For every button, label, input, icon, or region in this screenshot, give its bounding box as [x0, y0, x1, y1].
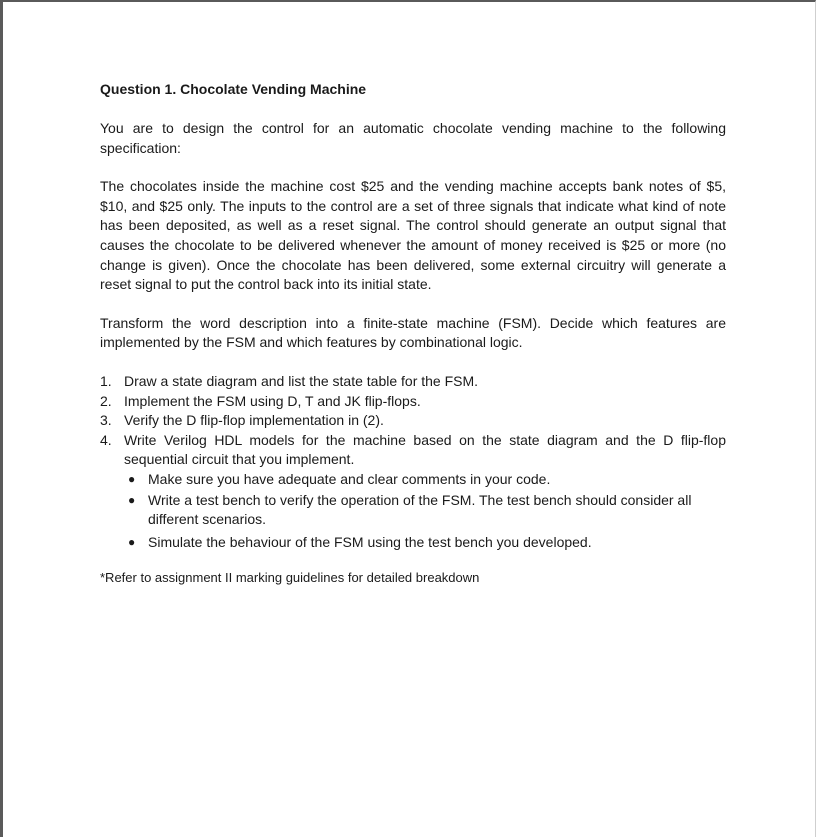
task-number: 3.: [100, 412, 112, 429]
task-item: [100, 392, 726, 412]
specification-paragraph: The chocolates inside the machine cost $25 and the vending machine accepts bank notes of $5, $10, and $25 only. The inputs to the control are a set of three signals that indicate what kind of note has been deposited, as well as a reset signal. The control should generate an output signal that causes the chocolate to be delivered whenever the amount of money received is $25 or more (no change is given). Once the chocolate has been delivered, some external circuitry will generate a reset signal to put the control back into its initial state.: [100, 178, 726, 293]
sub-bullet-text: Make sure you have adequate and clear comments in your code.: [148, 470, 551, 487]
task-item: [100, 372, 726, 392]
document-page: [3, 2, 816, 837]
bullet-dot-icon: ●: [128, 534, 136, 549]
task-item: [100, 431, 726, 553]
footnote: *Refer to assignment II marking guidelines for detailed breakdown: [100, 570, 480, 586]
task-text: Write Verilog HDL models for the machine based on the state diagram and the D flip-flop sequential circuit that you implement.: [124, 431, 726, 468]
fsm-paragraph: Transform the word description into a finite-state machine (FSM). Decide which features are implemented by the FSM and which features by combinational logic.: [100, 314, 726, 351]
sub-bullet-item: [124, 491, 726, 530]
bullet-dot-icon: ●: [128, 492, 136, 507]
sub-bullet-item: [124, 533, 726, 553]
task-text: Draw a state diagram and list the state table for the FSM.: [124, 372, 479, 389]
question-title: Question 1. Chocolate Vending Machine: [100, 81, 367, 97]
task-item: [100, 411, 726, 431]
bullet-dot-icon: ●: [128, 471, 136, 486]
task-number: 4.: [100, 431, 112, 448]
task-text: Verify the D flip-flop implementation in (2).: [124, 412, 384, 429]
task-text: Implement the FSM using D, T and JK flip-flops.: [124, 392, 421, 409]
intro-paragraph: You are to design the control for an automatic chocolate vending machine to the following specification:: [100, 120, 726, 156]
sub-bullet-text: Write a test bench to verify the operation of the FSM. The test bench should consider all different scenarios.: [148, 491, 692, 528]
sub-bullet-text: Simulate the behaviour of the FSM using the test bench you developed.: [148, 533, 592, 550]
sub-bullet-list: [124, 470, 726, 552]
task-list: [100, 372, 726, 552]
document-content: [100, 80, 726, 587]
task-number: 1.: [100, 372, 112, 389]
sub-bullet-item: [124, 470, 726, 490]
task-number: 2.: [100, 392, 112, 409]
